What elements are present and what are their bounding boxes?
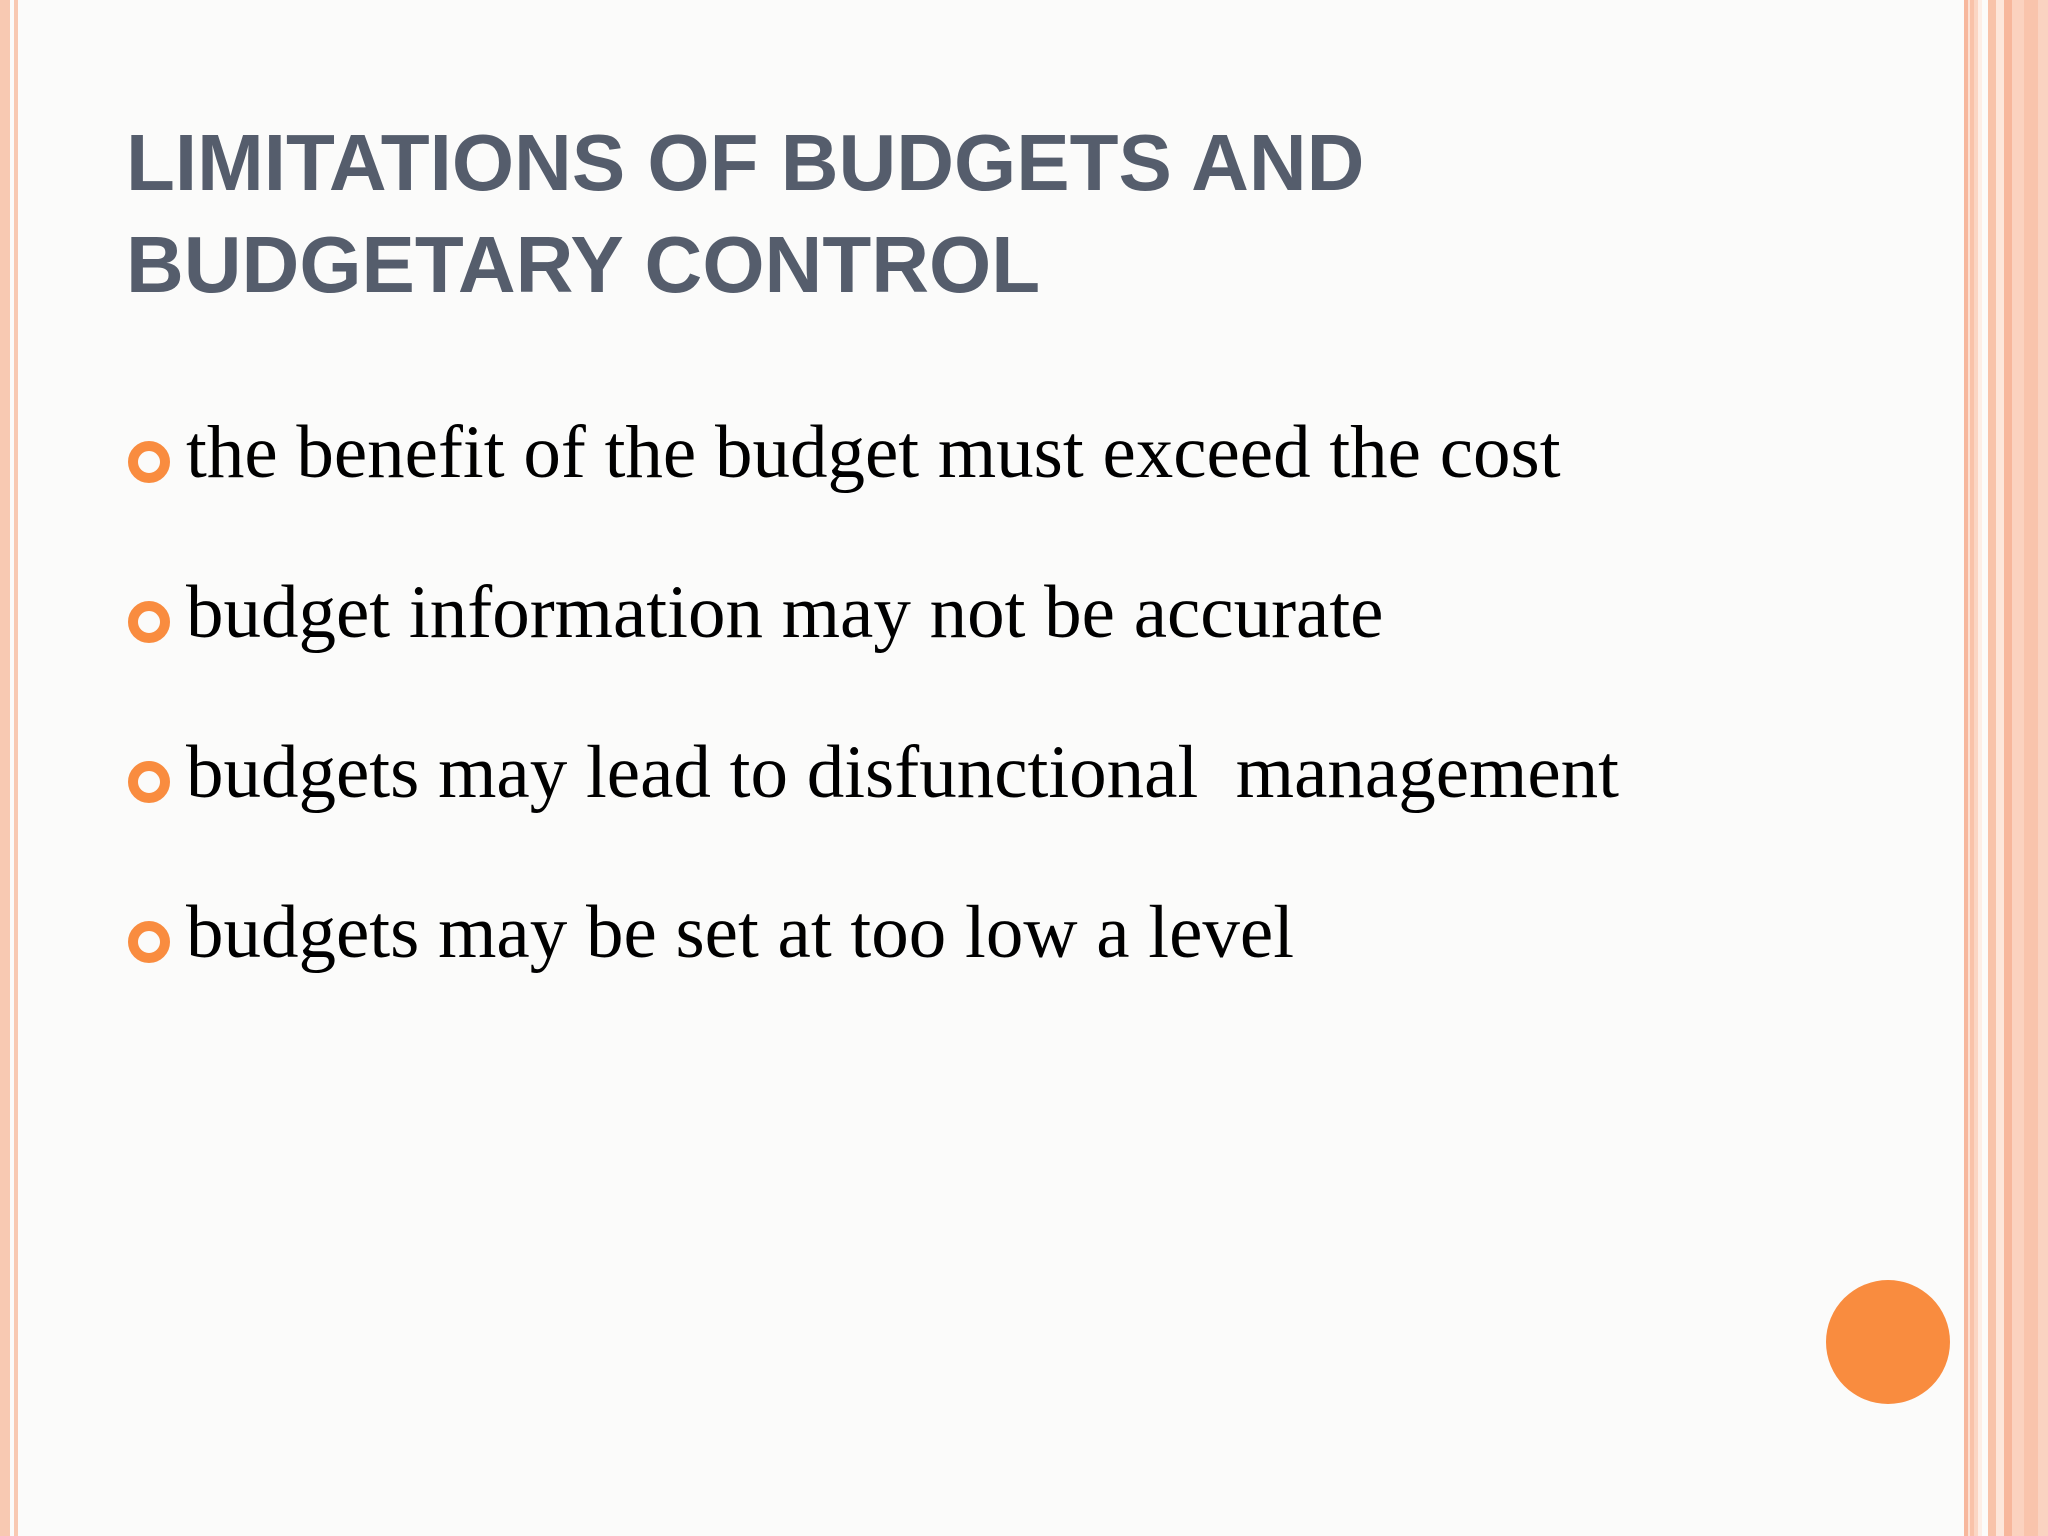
bullet-item [126,720,1906,880]
ring-bullet-icon [128,761,170,803]
ring-bullet-icon [128,601,170,643]
bullet-text: budget information may not be accurate [186,571,1384,654]
slide-title: LIMITATIONS OF BUDGETS AND BUDGETARY CONTROL [126,118,1365,309]
ring-bullet-icon [128,921,170,963]
bullet-text: budgets may be set at too low a level [186,891,1295,974]
left-border-line [0,0,10,1536]
ring-bullet-icon [128,441,170,483]
bullet-item [126,400,1906,560]
bullet-text: budgets may lead to disfunctional management [186,731,1619,814]
bullet-text: the benefit of the budget must exceed the cost [186,411,1561,494]
bullet-item [126,880,1906,1040]
right-stripe-border [1960,0,2048,1536]
orange-circle-icon [1826,1280,1950,1404]
bullet-item [126,560,1906,720]
bullet-list [126,400,1906,1040]
left-border-line-inner [14,0,18,1536]
